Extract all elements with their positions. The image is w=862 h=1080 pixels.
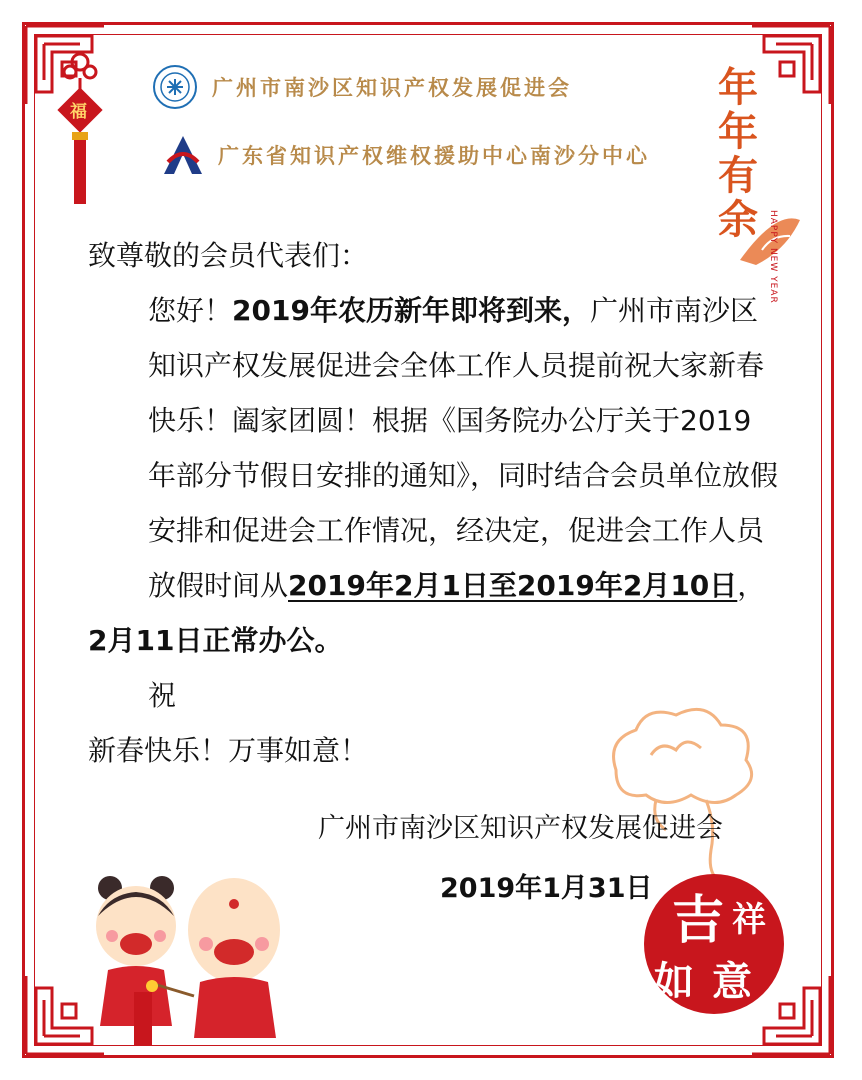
circular-org-logo-icon [152,64,198,110]
seal-char-bottom-right: 意 [712,958,752,1005]
seal-char-top: 吉 [672,890,725,951]
fu-character: 福 [70,102,87,122]
triangle-org-logo-icon [160,132,206,178]
resume-date: 2月11日正常办公。 [88,624,343,657]
chinese-knot-icon [50,50,110,210]
signature-date: 2019年1月31日 [440,873,653,904]
salutation: 致尊敬的会员代表们： [88,239,369,272]
wish-text: 新春快乐！万事如意！ [88,734,369,767]
holiday-period: 2019年2月1日至2019年2月10日 [288,569,738,602]
new-year-sentence: 2019年农历新年即将到来， [232,294,590,327]
auspicious-cloud-icon [596,700,766,880]
org1-name: 广州市南沙区知识产权发展促进会 [212,75,572,100]
header-org1 [152,64,572,110]
org2-name: 广东省知识产权维权援助中心南沙分中心 [218,143,650,168]
wish-intro: 祝 [148,679,177,712]
letter-body [88,228,778,778]
letter-paragraph [88,283,778,613]
header-org2 [160,132,650,178]
seal-char-side: 祥 [732,900,766,940]
comma: ， [737,569,766,602]
signature-org: 广州市南沙区知识产权发展促进会 [318,813,723,844]
auspicious-seal [640,870,788,1018]
happy-new-year-text: HAPPY NEW YEAR [768,210,778,304]
notice-sentence: 广州市南沙区知识产权发展促进会全体工作人员提前祝大家新春快乐！阖家团圆！根据《国务院办公厅关于2019年部分节假日安排的通知》，同时结合会员单位放假安排和促进会工作情况，经决定，促进会工作人员放假时间从 [148,294,779,602]
seal-char-bottom-left: 如 [654,958,694,1005]
children-firecracker-illustration [62,866,312,1056]
calligraphy-text: 年年有余 [718,64,758,243]
greeting: 您好！ [148,294,233,327]
